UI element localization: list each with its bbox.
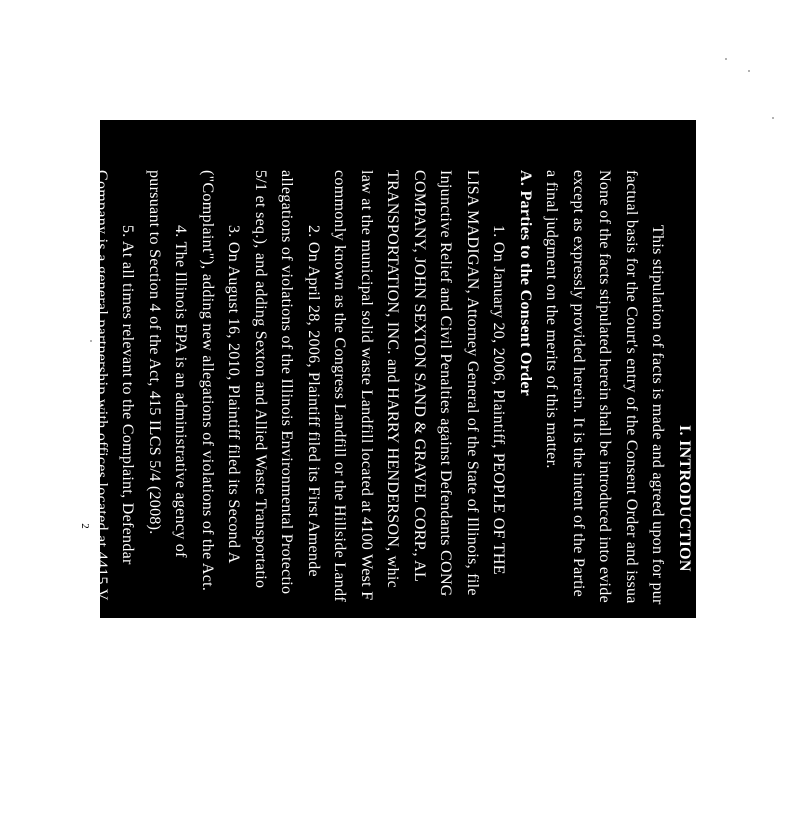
scan-speck	[90, 340, 92, 342]
document-line: I. INTRODUCTION	[676, 425, 693, 572]
rotated-text-block	[93, 120, 696, 820]
document-line: law at the municipal solid waste Landfill located at 4100 West F	[358, 170, 375, 601]
document-line: Injunctive Relief and Civil Penalties against Defendants CONG	[437, 170, 455, 597]
document-line: This stipulation of facts is made and agreed upon for pur	[649, 225, 667, 605]
document-line: a final judgment on the merits of this matter.	[543, 170, 561, 469]
scan-speck	[772, 117, 774, 119]
document-line: commonly known as the Congress Landfill or the Hillside Landf	[331, 170, 349, 603]
document-line: pursuant to Section 4 of the Act, 415 ILCS 5/4 (2008).	[146, 170, 163, 535]
document-line: 4. The Illinois EPA is an administrative agency of	[172, 225, 190, 558]
document-line: TRANSPORTATION, INC. and HARRY HENDERSON, whic	[384, 170, 402, 589]
document-line: except as expressly provided herein. It is the intent of the Partie	[570, 170, 587, 598]
document-line: LISA MADIGAN, Attorney General of the State of Illinois, file	[464, 170, 481, 596]
scan-speck	[748, 70, 750, 72]
document-line: 1. On January 20, 2006, Plaintiff, PEOPLE OF THE	[490, 225, 508, 575]
document-line: 2. On April 28, 2006, Plaintiff filed its First Amende	[305, 225, 322, 577]
document-line: 5. At all times relevant to the Complaint, Defendar	[119, 225, 137, 565]
document-line: ("Complaint"), adding new allegations of violations of the Act.	[199, 170, 216, 592]
document-line: 5/1 et seq.), and adding Sexton and Allied Waste Transportatio	[252, 170, 269, 589]
scanned-page-region	[93, 120, 696, 618]
document-line: 3. On August 16, 2010, Plaintiff filed its Second A	[225, 225, 243, 564]
document-line: COMPANY, JOHN SEXTON SAND & GRAVEL CORP., AL	[411, 170, 428, 583]
document-line: allegations of violations of the Illinois Environmental Protectio	[278, 170, 296, 595]
document-line: Company is a general partnership with offices located at 4415 V	[93, 170, 110, 601]
document-line: factual basis for the Court's entry of the Consent Order and issua	[623, 170, 640, 604]
scan-speck	[725, 58, 727, 60]
document-line: A. Parties to the Consent Order	[517, 170, 534, 397]
page-number: 2	[79, 523, 91, 529]
document-line: None of the facts stipulated herein shall be introduced into evide	[596, 170, 614, 604]
